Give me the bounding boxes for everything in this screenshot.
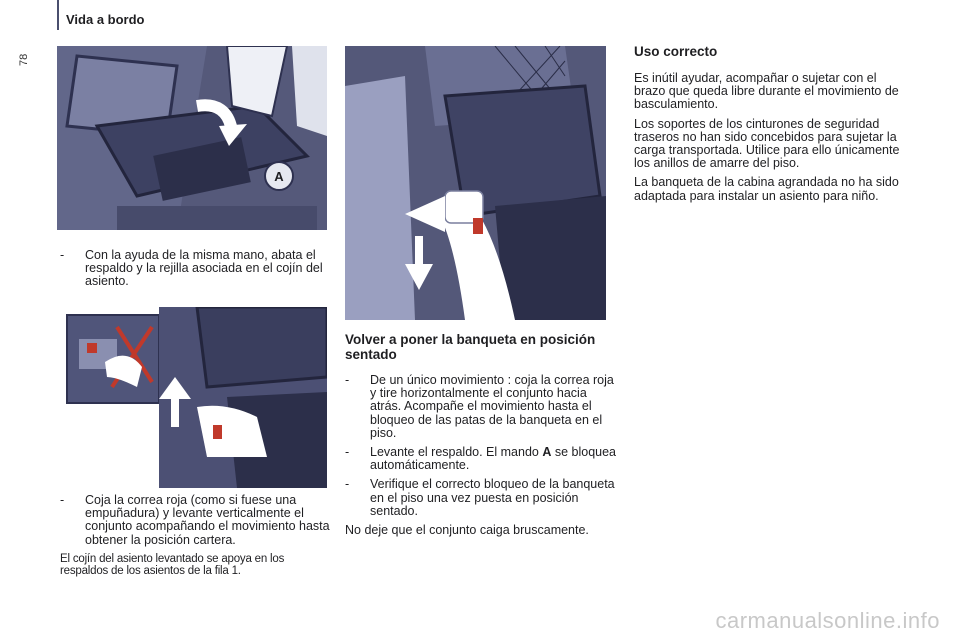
lift-bench-drawing	[57, 307, 327, 488]
illustration-fold-backrest	[57, 46, 327, 230]
bullet-text	[370, 445, 616, 472]
section-title: Vida a bordo	[66, 12, 145, 27]
left-step-2	[60, 494, 330, 584]
fold-backrest-drawing	[57, 46, 327, 230]
illustration-lift-bench	[57, 307, 327, 488]
control-a-reference: A	[542, 445, 552, 460]
control-a-label: A	[274, 169, 284, 184]
bullet-text: De un único movimiento : coja la correa roja y tire horizontalmente el conjunto hacia atrás. Acompañe el movimiento hasta el bloqueo de las patas de la banqueta en el piso.	[370, 373, 614, 440]
watermark: carmanualsonline.info	[715, 608, 940, 633]
seat-cushion-note: El cojín del asiento levantado se apoya en los respaldos de los asientos de la fila 1.	[60, 552, 285, 578]
bullet-item	[345, 374, 620, 440]
page-number: 78	[18, 53, 30, 66]
closing-warning: No deje que el conjunto caiga bruscamente.	[345, 523, 589, 538]
sidebar-rule	[57, 0, 59, 30]
bullet-text: Verifique el correcto bloqueo de la banqueta en el piso una vez puesta en posición sentado.	[370, 477, 615, 518]
bullet-dash: -	[345, 373, 350, 387]
bullet-text-start: Levante el respaldo. El mando	[370, 445, 543, 460]
illustration-return-seat	[345, 46, 606, 320]
bullet-item	[345, 446, 620, 472]
right-column	[634, 44, 909, 209]
return-seat-drawing	[345, 46, 606, 320]
bullet-dash: -	[345, 445, 350, 460]
bullet-dash: -	[60, 248, 65, 262]
bullet-text: Coja la correa roja (como si fuese una empuñadura) y levante verticalmente el conjunto acompañando el movimiento hasta obtener la posición cartera.	[85, 493, 330, 547]
paragraph: Los soportes de los cinturones de seguridad traseros no han sido concebidos para sujetar la carga transportada. Utilice para ello únicamente los anillos de amarre del piso.	[634, 116, 900, 171]
bullet-item	[60, 494, 330, 547]
bullet-dash: -	[60, 493, 65, 507]
bullet-text: Con la ayuda de la misma mano, abata el respaldo y la rejilla asociada en el cojín del asiento.	[85, 248, 323, 289]
heading-return-seat: Volver a poner la banqueta en posición sentado	[345, 332, 596, 362]
bullet-item	[60, 249, 330, 289]
middle-column	[345, 332, 620, 543]
left-step-1	[60, 249, 330, 295]
paragraph: Es inútil ayudar, acompañar o sujetar con el brazo que queda libre durante el movimiento de basculamiento.	[634, 71, 899, 112]
bullet-dash: -	[345, 477, 350, 492]
bullet-text-end: se bloquea automáticamente.	[370, 445, 617, 473]
bullet-item	[345, 478, 620, 518]
paragraph: La banqueta de la cabina agrandada no ha sido adaptada para instalar un asiento para niño.	[634, 175, 899, 203]
heading-correct-use: Uso correcto	[634, 44, 718, 59]
